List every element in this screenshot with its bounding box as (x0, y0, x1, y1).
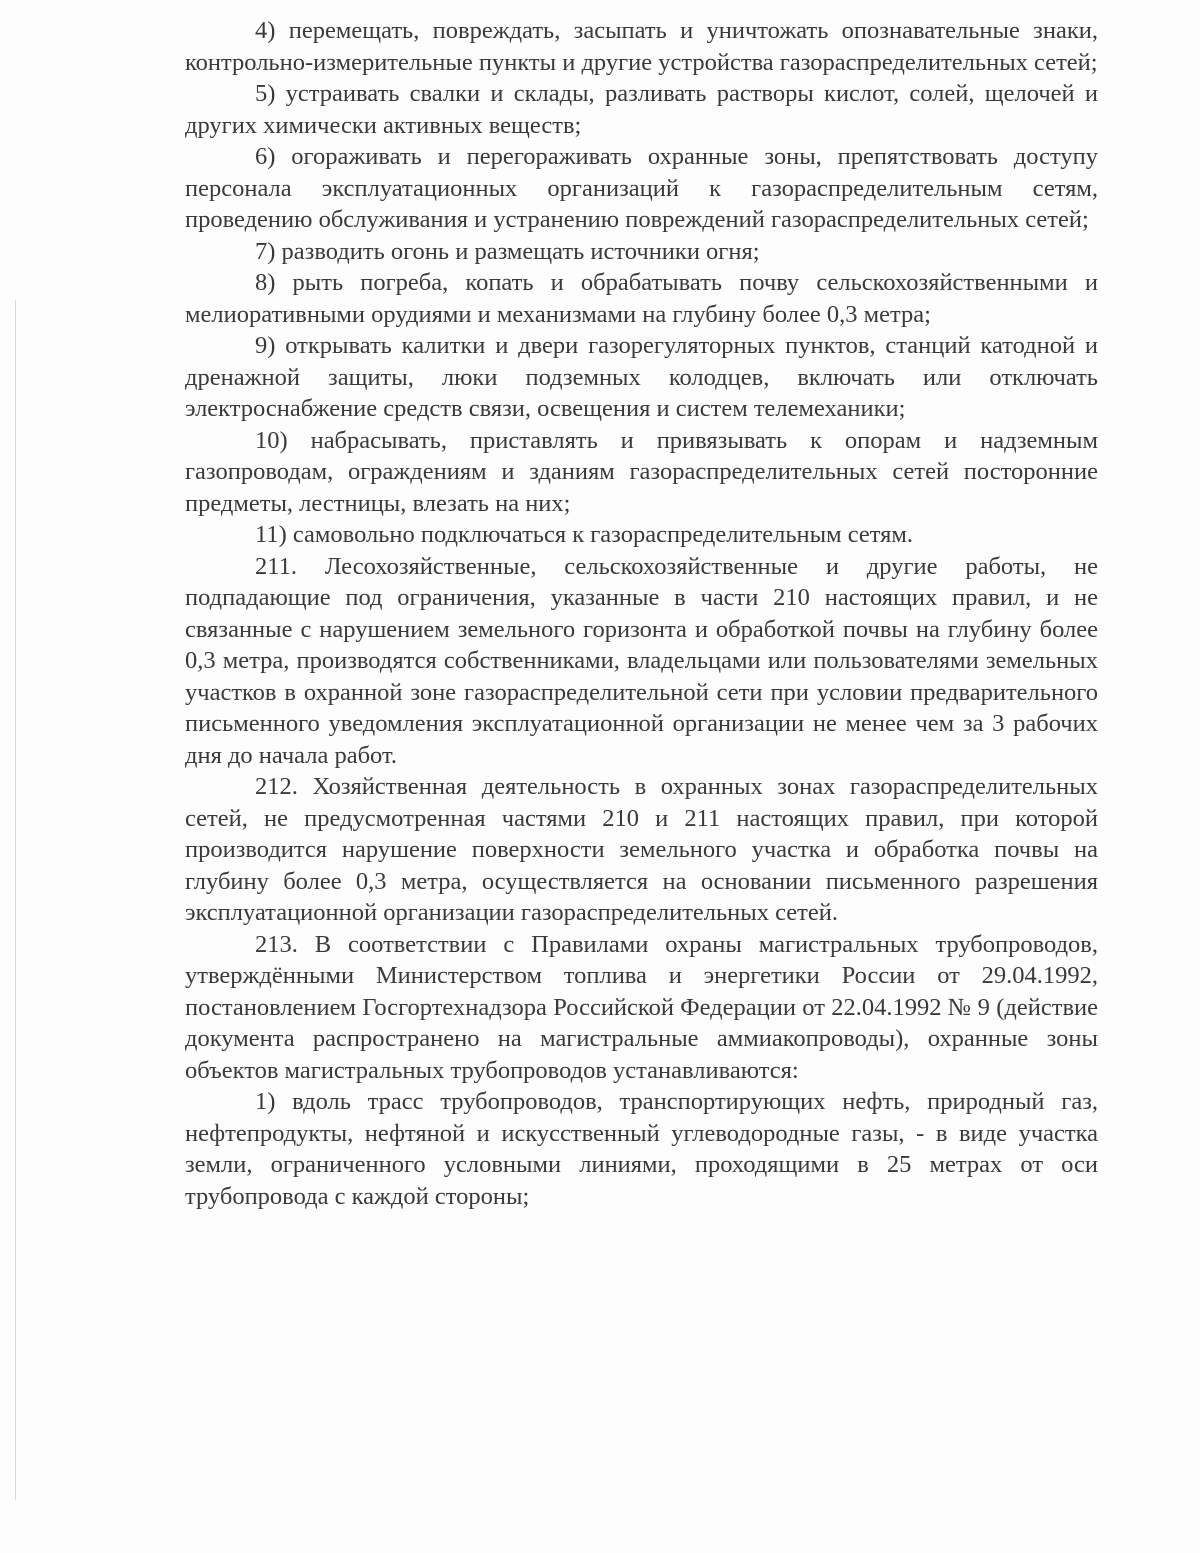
paragraph-item-5: 5) устраивать свалки и склады, разливать растворы кислот, солей, щелочей и других химически активных веществ; (185, 80, 1098, 139)
scan-edge-line (15, 300, 16, 1500)
document-body (185, 15, 1098, 1212)
paragraph-section-211: 211. Лесохозяйственные, сельскохозяйственные и другие работы, не подпадающие под ограничения, указанные в части 210 настоящих правил, и не связанные с нарушением земельного горизонта и обработкой почвы на глубину более 0,3 метра, производятся собственниками, владельцами или пользователями земельных участков в охранной зоне газораспределительной сети при условии предварительного письменного уведомления эксплуатационной организации не менее чем за 3 рабочих дня до начала работ. (185, 552, 1098, 769)
paragraph-item-11: 11) самовольно подключаться к газораспределительным сетям. (255, 521, 914, 548)
paragraph-section-213: 213. В соответствии с Правилами охраны магистральных трубопроводов, утверждёнными Министерством топлива и энергетики России от 29.04.1992, постановлением Госгортехнадзора Российской Федерации от 22.04.1992 № 9 (действие документа распространено на магистральные аммиакопроводы), охранные зоны объектов магистральных трубопроводов устанавливаются: (185, 930, 1098, 1084)
paragraph-section-213-item-1: 1) вдоль трасс трубопроводов, транспортирующих нефть, природный газ, нефтепродукты, нефтяной и искусственный углеводородные газы, - в виде участка земли, ограниченного условными линиями, проходящими в 25 метрах от оси трубопровода с каждой стороны; (185, 1088, 1098, 1210)
paragraph-item-9: 9) открывать калитки и двери газорегуляторных пунктов, станций катодной и дренажной защиты, люки подземных колодцев, включать или отключать электроснабжение средств связи, освещения и систем телемеханики; (185, 332, 1098, 422)
paragraph-section-212: 212. Хозяйственная деятельность в охранных зонах газораспределительных сетей, не предусмотренная частями 210 и 211 настоящих правил, при которой производится нарушение поверхности земельного участка и обработка почвы на глубину более 0,3 метра, осуществляется на основании письменного разрешения эксплуатационной организации газораспределительных сетей. (185, 773, 1098, 926)
paragraph-item-8: 8) рыть погреба, копать и обрабатывать почву сельскохозяйственными и мелиоративными орудиями и механизмами на глубину более 0,3 метра; (185, 269, 1098, 328)
paragraph-item-10: 10) набрасывать, приставлять и привязывать к опорам и надземным газопроводам, ограждениям и зданиям газораспределительных сетей посторонние предметы, лестницы, влезать на них; (185, 426, 1098, 517)
paragraph-item-7: 7) разводить огонь и размещать источники огня; (255, 237, 760, 265)
paragraph-item-6: 6) огораживать и перегораживать охранные зоны, препятствовать доступу персонала эксплуатационных организаций к газораспределительным сетям, проведению обслуживания и устранению повреждений газораспределительных сетей; (185, 143, 1098, 233)
paragraph-item-4: 4) перемещать, повреждать, засыпать и уничтожать опознавательные знаки, контрольно-измерительные пункты и другие устройства газораспределительных сетей; (185, 17, 1098, 76)
